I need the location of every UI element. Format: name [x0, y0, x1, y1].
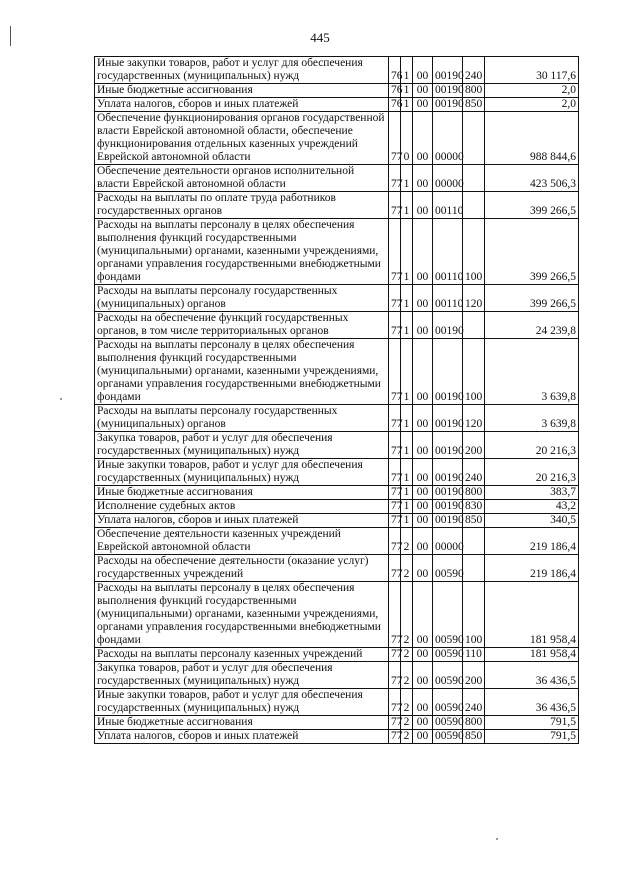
code-subprogram: 1	[401, 312, 413, 339]
code-direction: 00	[413, 84, 433, 98]
code-subprogram: 1	[401, 500, 413, 514]
code-program: 77	[389, 165, 401, 192]
row-amount: 3 639,8	[485, 405, 579, 432]
code-program: 77	[389, 689, 401, 716]
table-row	[95, 57, 579, 84]
row-amount: 20 216,3	[485, 459, 579, 486]
row-amount: 36 436,5	[485, 662, 579, 689]
code-type: 200	[463, 432, 485, 459]
code-program: 77	[389, 192, 401, 219]
code-direction: 00	[413, 528, 433, 555]
code-subprogram: 1	[401, 405, 413, 432]
code-direction: 00	[413, 459, 433, 486]
table-row	[95, 405, 579, 432]
code-type: 830	[463, 500, 485, 514]
code-type: 100	[463, 582, 485, 648]
code-type: 240	[463, 689, 485, 716]
row-name: Расходы на выплаты персоналу государственных (муниципальных) органов	[95, 285, 389, 312]
row-amount: 219 186,4	[485, 555, 579, 582]
row-name: Иные закупки товаров, работ и услуг для обеспечения государственных (муниципальных) нужд	[95, 459, 389, 486]
code-type: 120	[463, 285, 485, 312]
code-subprogram: 1	[401, 219, 413, 285]
page-number: 445	[310, 30, 330, 45]
code-program: 77	[389, 459, 401, 486]
row-amount: 36 436,5	[485, 689, 579, 716]
code-subprogram: 1	[401, 486, 413, 500]
row-name: Иные закупки товаров, работ и услуг для обеспечения государственных (муниципальных) нужд	[95, 689, 389, 716]
code-expense: 00590	[433, 648, 463, 662]
code-expense: 00190	[433, 312, 463, 339]
code-program: 76	[389, 98, 401, 112]
code-subprogram: 1	[401, 459, 413, 486]
code-program: 77	[389, 339, 401, 405]
row-amount: 399 266,5	[485, 285, 579, 312]
code-subprogram: 2	[401, 555, 413, 582]
table-row	[95, 459, 579, 486]
code-type: 110	[463, 648, 485, 662]
table-row	[95, 514, 579, 528]
row-amount: 2,0	[485, 84, 579, 98]
row-amount: 399 266,5	[485, 219, 579, 285]
row-amount: 340,5	[485, 514, 579, 528]
code-program: 77	[389, 528, 401, 555]
code-direction: 00	[413, 648, 433, 662]
code-expense: 00110	[433, 192, 463, 219]
code-program: 77	[389, 648, 401, 662]
code-expense: 00590	[433, 716, 463, 730]
code-program: 77	[389, 312, 401, 339]
code-direction: 00	[413, 98, 433, 112]
code-program: 77	[389, 432, 401, 459]
row-name: Обеспечение функционирования органов государственной власти Еврейской автономной области, обеспечение функционирования отдельных казенных учреждений Еврейской автономной области	[95, 112, 389, 165]
code-type	[463, 312, 485, 339]
code-expense: 00590	[433, 582, 463, 648]
code-direction: 00	[413, 339, 433, 405]
budget-table	[94, 56, 579, 744]
scan-speck	[496, 838, 498, 840]
row-amount: 181 958,4	[485, 582, 579, 648]
table-row	[95, 689, 579, 716]
code-direction: 00	[413, 555, 433, 582]
code-expense: 00190	[433, 459, 463, 486]
row-name: Иные закупки товаров, работ и услуг для обеспечения государственных (муниципальных) нужд	[95, 57, 389, 84]
code-type: 240	[463, 459, 485, 486]
code-direction: 00	[413, 312, 433, 339]
code-direction: 00	[413, 514, 433, 528]
code-type: 240	[463, 57, 485, 84]
code-type: 800	[463, 84, 485, 98]
code-program: 76	[389, 84, 401, 98]
code-expense: 00190	[433, 432, 463, 459]
row-name: Расходы на выплаты персоналу в целях обеспечения выполнения функций государственными (муниципальными) органами, казенными учреждениями, органами управления государственными внебюджетными фондами	[95, 219, 389, 285]
row-amount: 181 958,4	[485, 648, 579, 662]
code-type: 200	[463, 662, 485, 689]
code-type	[463, 528, 485, 555]
code-type	[463, 555, 485, 582]
code-type: 850	[463, 98, 485, 112]
table-row	[95, 219, 579, 285]
row-name: Расходы на обеспечение функций государственных органов, в том числе территориальных органов	[95, 312, 389, 339]
code-type: 800	[463, 716, 485, 730]
table-row	[95, 648, 579, 662]
row-name: Уплата налогов, сборов и иных платежей	[95, 98, 389, 112]
code-direction: 00	[413, 112, 433, 165]
row-name: Иные бюджетные ассигнования	[95, 716, 389, 730]
code-type: 850	[463, 514, 485, 528]
code-type	[463, 112, 485, 165]
code-type: 100	[463, 219, 485, 285]
table-row	[95, 500, 579, 514]
code-expense: 00590	[433, 689, 463, 716]
code-expense: 00190	[433, 514, 463, 528]
row-name: Уплата налогов, сборов и иных платежей	[95, 730, 389, 744]
code-direction: 00	[413, 486, 433, 500]
code-expense: 00110	[433, 285, 463, 312]
row-amount: 219 186,4	[485, 528, 579, 555]
row-name: Расходы на выплаты персоналу в целях обеспечения выполнения функций государственными (муниципальными) органами, казенными учреждениями, органами управления государственными внебюджетными фондами	[95, 339, 389, 405]
code-program: 77	[389, 112, 401, 165]
code-program: 77	[389, 716, 401, 730]
row-name: Обеспечение деятельности казенных учреждений Еврейской автономной области	[95, 528, 389, 555]
table-row	[95, 165, 579, 192]
code-type: 800	[463, 486, 485, 500]
table-row	[95, 716, 579, 730]
row-name: Закупка товаров, работ и услуг для обеспечения государственных (муниципальных) нужд	[95, 662, 389, 689]
code-expense: 00190	[433, 339, 463, 405]
code-expense: 00110	[433, 219, 463, 285]
code-subprogram: 1	[401, 165, 413, 192]
code-subprogram: 1	[401, 84, 413, 98]
code-direction: 00	[413, 500, 433, 514]
code-subprogram: 1	[401, 57, 413, 84]
code-direction: 00	[413, 165, 433, 192]
code-subprogram: 1	[401, 192, 413, 219]
code-subprogram: 2	[401, 689, 413, 716]
code-program: 77	[389, 730, 401, 744]
code-subprogram: 2	[401, 662, 413, 689]
code-program: 77	[389, 582, 401, 648]
scan-speck	[60, 398, 62, 400]
table-row	[95, 555, 579, 582]
code-direction: 00	[413, 689, 433, 716]
row-amount: 791,5	[485, 716, 579, 730]
row-amount: 423 506,3	[485, 165, 579, 192]
code-subprogram: 1	[401, 98, 413, 112]
row-amount: 24 239,8	[485, 312, 579, 339]
code-program: 77	[389, 555, 401, 582]
code-subprogram: 0	[401, 112, 413, 165]
code-subprogram: 2	[401, 648, 413, 662]
code-direction: 00	[413, 285, 433, 312]
code-expense: 00590	[433, 730, 463, 744]
code-expense: 00190	[433, 486, 463, 500]
code-type	[463, 165, 485, 192]
table-row	[95, 486, 579, 500]
row-amount: 383,7	[485, 486, 579, 500]
code-subprogram: 2	[401, 716, 413, 730]
code-subprogram: 1	[401, 285, 413, 312]
code-expense: 00190	[433, 84, 463, 98]
row-amount: 20 216,3	[485, 432, 579, 459]
table-row	[95, 112, 579, 165]
code-program: 77	[389, 219, 401, 285]
row-name: Расходы на обеспечение деятельности (оказание услуг) государственных учреждений	[95, 555, 389, 582]
code-subprogram: 1	[401, 432, 413, 459]
table-row	[95, 339, 579, 405]
table-row	[95, 98, 579, 112]
code-expense: 00000	[433, 112, 463, 165]
code-program: 77	[389, 500, 401, 514]
row-name: Обеспечение деятельности органов исполнительной власти Еврейской автономной области	[95, 165, 389, 192]
row-name: Иные бюджетные ассигнования	[95, 84, 389, 98]
row-amount: 791,5	[485, 730, 579, 744]
code-expense: 00190	[433, 57, 463, 84]
code-direction: 00	[413, 662, 433, 689]
code-expense: 00190	[433, 500, 463, 514]
row-amount: 988 844,6	[485, 112, 579, 165]
table-row	[95, 285, 579, 312]
code-type: 850	[463, 730, 485, 744]
code-direction: 00	[413, 405, 433, 432]
code-direction: 00	[413, 57, 433, 84]
row-name: Закупка товаров, работ и услуг для обеспечения государственных (муниципальных) нужд	[95, 432, 389, 459]
code-program: 77	[389, 514, 401, 528]
code-direction: 00	[413, 432, 433, 459]
table-body	[95, 57, 579, 744]
code-direction: 00	[413, 192, 433, 219]
table-row	[95, 528, 579, 555]
code-subprogram: 2	[401, 730, 413, 744]
code-type: 100	[463, 339, 485, 405]
code-direction: 00	[413, 219, 433, 285]
code-expense: 00000	[433, 528, 463, 555]
table-row	[95, 582, 579, 648]
row-amount: 30 117,6	[485, 57, 579, 84]
code-expense: 00590	[433, 662, 463, 689]
row-name: Иные бюджетные ассигнования	[95, 486, 389, 500]
code-expense: 00000	[433, 165, 463, 192]
code-program: 77	[389, 486, 401, 500]
code-direction: 00	[413, 582, 433, 648]
code-expense: 00190	[433, 98, 463, 112]
row-name: Исполнение судебных актов	[95, 500, 389, 514]
row-name: Расходы на выплаты персоналу казенных учреждений	[95, 648, 389, 662]
code-type: 120	[463, 405, 485, 432]
code-subprogram: 1	[401, 514, 413, 528]
row-name: Уплата налогов, сборов и иных платежей	[95, 514, 389, 528]
code-program: 77	[389, 405, 401, 432]
code-expense: 00190	[433, 405, 463, 432]
row-name: Расходы на выплаты персоналу государственных (муниципальных) органов	[95, 405, 389, 432]
code-program: 77	[389, 285, 401, 312]
table-row	[95, 84, 579, 98]
code-direction: 00	[413, 730, 433, 744]
row-name: Расходы на выплаты по оплате труда работников государственных органов	[95, 192, 389, 219]
code-subprogram: 2	[401, 528, 413, 555]
code-subprogram: 2	[401, 582, 413, 648]
row-name: Расходы на выплаты персоналу в целях обеспечения выполнения функций государственными (муниципальными) органами, казенными учреждениями, органами управления государственными внебюджетными фондами	[95, 582, 389, 648]
table-row	[95, 730, 579, 744]
row-amount: 3 639,8	[485, 339, 579, 405]
table-row	[95, 432, 579, 459]
code-type	[463, 192, 485, 219]
table-row	[95, 312, 579, 339]
row-amount: 43,2	[485, 500, 579, 514]
code-direction: 00	[413, 716, 433, 730]
table-row	[95, 662, 579, 689]
table-row	[95, 192, 579, 219]
code-expense: 00590	[433, 555, 463, 582]
code-subprogram: 1	[401, 339, 413, 405]
code-program: 76	[389, 57, 401, 84]
row-amount: 399 266,5	[485, 192, 579, 219]
code-program: 77	[389, 662, 401, 689]
row-amount: 2,0	[485, 98, 579, 112]
